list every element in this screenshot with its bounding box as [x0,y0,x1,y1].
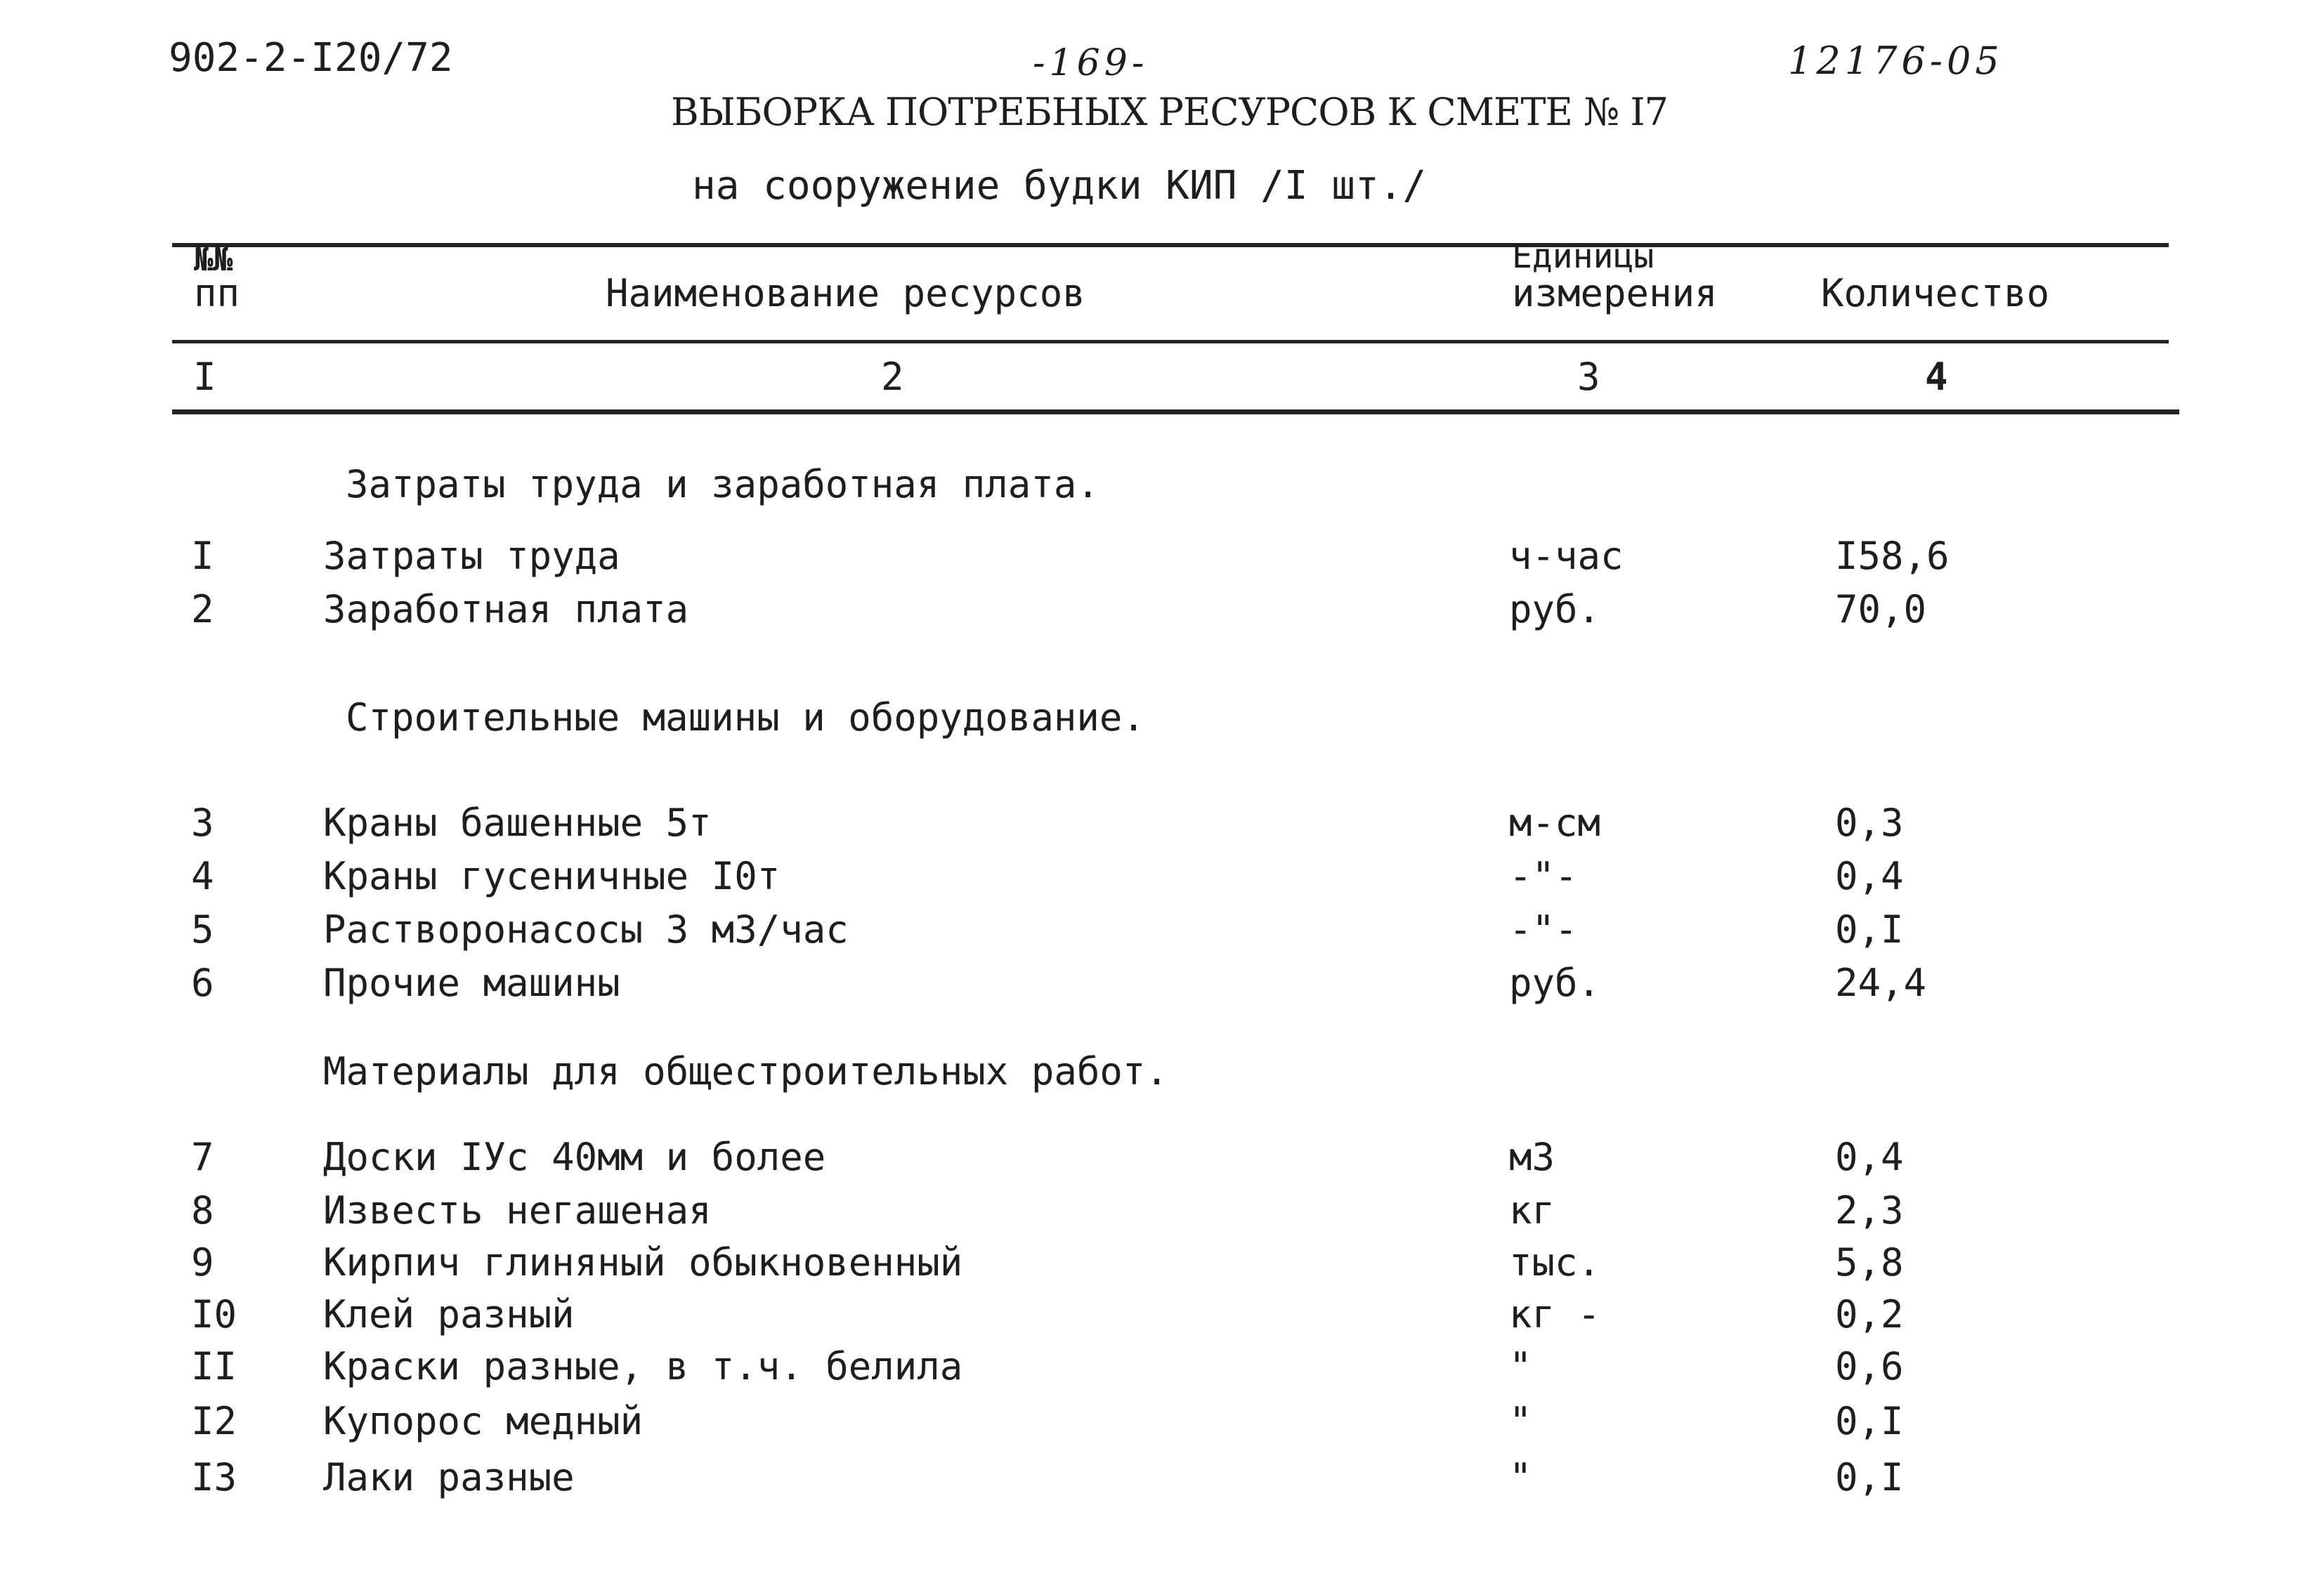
column-number-1: I [193,355,216,399]
row-quantity: 70,0 [1835,587,1927,631]
row-quantity: 0,4 [1835,854,1904,898]
table-row [0,961,2324,1010]
row-number: 9 [191,1240,214,1285]
row-quantity: 0,2 [1835,1292,1904,1337]
row-unit: " [1509,1455,1532,1499]
column-number-2: 2 [881,355,904,399]
table-numbering-rule [172,409,2179,414]
row-number: 4 [191,854,214,898]
row-name: Затраты труда [323,534,620,578]
document-subtitle: на сооружение будки КИП /I шт./ [692,163,1427,209]
row-unit: " [1509,1399,1532,1443]
row-quantity: 0,4 [1835,1135,1904,1179]
page-number: -169- [1033,42,1149,84]
table-row [0,1188,2324,1237]
section-title-materials: Материалы для общестроительных работ. [323,1049,1168,1094]
row-unit: -"- [1509,854,1578,898]
document-number: 12176-05 [1788,39,2004,83]
table-row [0,907,2324,957]
row-unit: " [1509,1344,1532,1388]
row-quantity: I58,6 [1835,534,1950,578]
table-row [0,1399,2324,1448]
table-row [0,534,2324,583]
row-quantity: 24,4 [1835,961,1927,1005]
row-number: I3 [191,1455,237,1499]
row-number: I2 [191,1399,237,1443]
column-number-4: 4 [1925,355,1948,399]
row-name: Лаки разные [323,1455,575,1499]
row-quantity: 0,I [1835,907,1904,952]
table-row [0,1344,2324,1393]
column-header-number: пп [194,271,240,315]
row-quantity: 0,3 [1835,801,1904,845]
table-row [0,1240,2324,1289]
row-name: Краны башенные 5т [323,801,712,845]
document-title: ВЫБОРКА ПОТРЕБНЫХ РЕСУРСОВ К СМЕТЕ № I7 [671,90,1668,134]
row-name: Краны гусеничные I0т [323,854,781,898]
row-name: Прочие машины [323,961,620,1005]
row-number: 3 [191,801,214,845]
row-name: Краски разные, в т.ч. белила [323,1344,963,1388]
row-number: 5 [191,907,214,952]
row-number: II [191,1344,237,1388]
row-number: I [191,534,214,578]
document-code: 902-2-I20/72 [169,35,453,81]
row-name: Купорос медный [323,1399,644,1443]
section-title-machines: Строительные машины и оборудование. [346,695,1145,740]
row-name: Растворонасосы 3 м3/час [323,907,849,952]
row-unit: кг - [1509,1292,1601,1337]
table-row [0,854,2324,903]
row-number: I0 [191,1292,237,1337]
row-quantity: 5,8 [1835,1240,1904,1285]
row-unit: -"- [1509,907,1578,952]
table-row [0,1455,2324,1504]
table-row [0,587,2324,636]
row-number: 6 [191,961,214,1005]
row-name: Известь негашеная [323,1188,712,1233]
column-header-name: Наименование ресурсов [606,271,1085,315]
row-unit: руб. [1509,961,1601,1005]
row-unit: руб. [1509,587,1601,631]
row-number: 7 [191,1135,214,1179]
row-unit: м3 [1509,1135,1555,1179]
table-header-rule [172,340,2169,343]
row-quantity: 0,I [1835,1455,1904,1499]
row-quantity: 0,I [1835,1399,1904,1443]
column-header-unit: измерения [1512,271,1718,315]
row-unit: ч-час [1509,534,1624,578]
row-unit: м-см [1509,801,1601,845]
column-number-3: 3 [1577,355,1600,399]
row-number: 8 [191,1188,214,1233]
table-row [0,1135,2324,1184]
row-quantity: 0,6 [1835,1344,1904,1388]
row-unit: тыс. [1509,1240,1601,1285]
row-name: Доски IУс 40мм и более [323,1135,826,1179]
row-name: Заработная плата [323,587,689,631]
table-row [0,1292,2324,1341]
row-quantity: 2,3 [1835,1188,1904,1233]
row-number: 2 [191,587,214,631]
row-unit: кг [1509,1188,1555,1233]
column-header-quantity: Количество [1821,271,2050,315]
table-row [0,801,2324,850]
row-name: Кирпич глиняный обыкновенный [323,1240,963,1285]
column-header-unit-top: Единицы [1512,237,1654,276]
table-top-rule [172,243,2169,247]
column-header-number-top: №№ [194,240,233,278]
section-title-labor: Затраты труда и заработная плата. [346,462,1099,506]
row-name: Клей разный [323,1292,575,1337]
